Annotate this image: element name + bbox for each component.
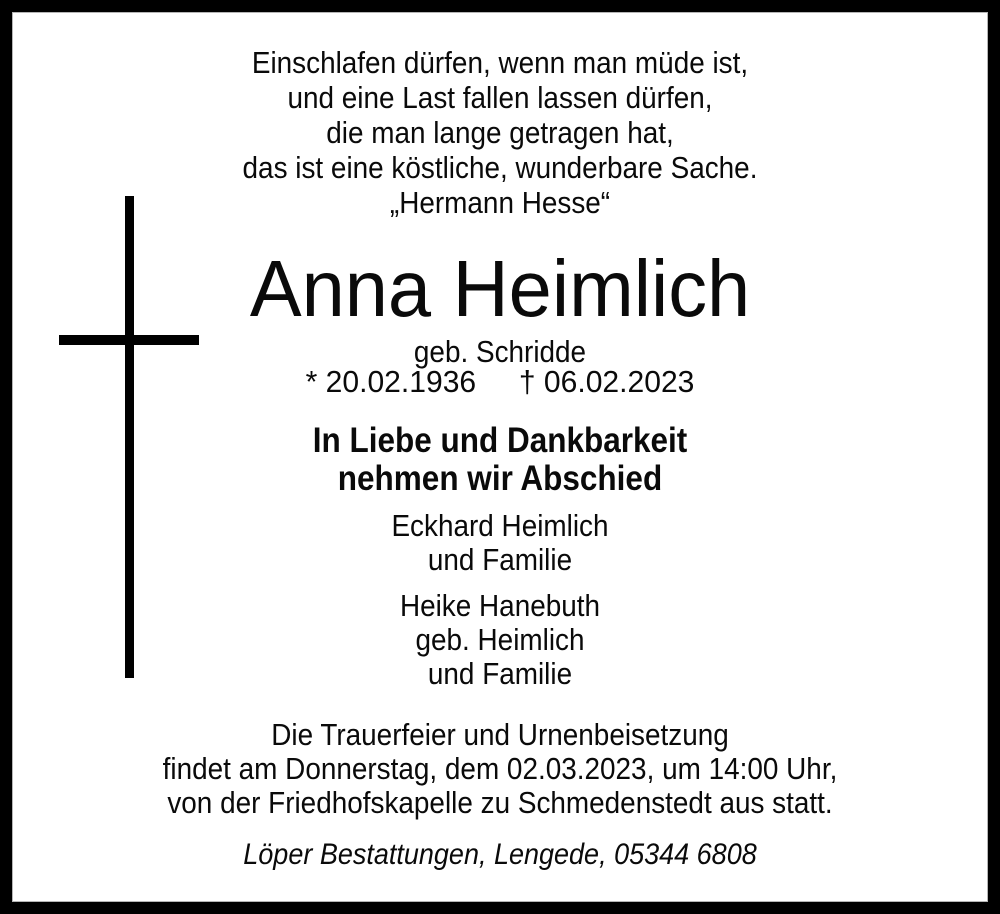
life-dates bbox=[27, 364, 974, 399]
deceased-name: Anna Heimlich bbox=[249, 244, 751, 333]
service-line: findet am Donnerstag, dem 02.03.2023, um 14:00 Uhr, bbox=[162, 751, 838, 786]
mourner-group-1 bbox=[61, 509, 939, 577]
maiden-name: geb. Schridde bbox=[413, 334, 587, 369]
farewell-line: In Liebe und Dankbarkeit bbox=[312, 421, 688, 460]
funeral-home-line: Löper Bestattungen, Lengede, 05344 6808 bbox=[243, 838, 757, 871]
birth-date: * 20.02.1936 bbox=[305, 364, 477, 399]
farewell-statement bbox=[61, 422, 939, 498]
quote-line: und eine Last fallen lassen dürfen, bbox=[287, 80, 713, 115]
mourner-family: und Familie bbox=[427, 542, 573, 577]
mourner-maiden-name: geb. Heimlich bbox=[415, 622, 585, 657]
opening-quote bbox=[61, 45, 939, 220]
quote-attribution: „Hermann Hesse“ bbox=[389, 185, 611, 220]
mourner-name: Eckhard Heimlich bbox=[391, 508, 609, 543]
mourner-family: und Familie bbox=[427, 656, 573, 691]
service-announcement bbox=[61, 718, 939, 820]
farewell-line: nehmen wir Abschied bbox=[337, 459, 663, 498]
service-line: Die Trauerfeier und Urnenbeisetzung bbox=[271, 717, 729, 752]
mourner-name: Heike Hanebuth bbox=[399, 588, 601, 623]
quote-line: die man lange getragen hat, bbox=[326, 115, 674, 150]
service-line: von der Friedhofskapelle zu Schmedenstedt aus statt. bbox=[167, 785, 833, 820]
death-date: † 06.02.2023 bbox=[518, 364, 695, 399]
quote-line: Einschlafen dürfen, wenn man müde ist, bbox=[251, 45, 749, 80]
mourner-group-2 bbox=[61, 589, 939, 691]
quote-line: das ist eine köstliche, wunderbare Sache. bbox=[242, 150, 758, 185]
